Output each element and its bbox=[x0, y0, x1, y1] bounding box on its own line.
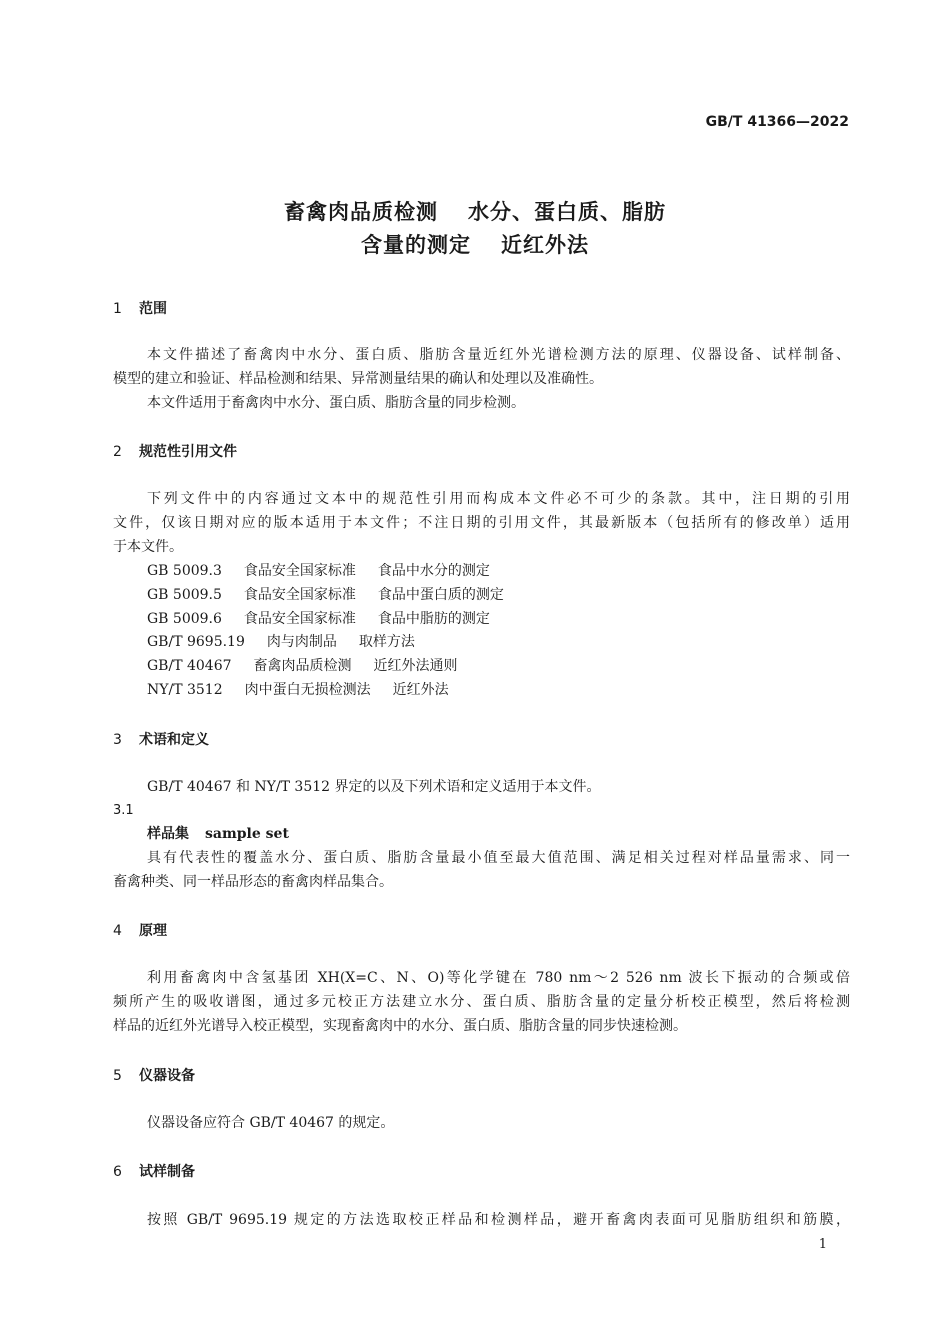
section-number: 5 bbox=[113, 1068, 122, 1084]
paragraph-line: 样品的近红外光谱导入校正模型，实现畜禽肉中的水分、蛋白质、脂肪含量的同步快速检测。 bbox=[113, 1018, 687, 1034]
section-number: 2 bbox=[113, 444, 122, 460]
reference-title: 食品中蛋白质的测定 bbox=[377, 587, 504, 603]
section-heading-principle bbox=[113, 920, 167, 940]
section-title: 规范性引用文件 bbox=[139, 444, 237, 460]
reference-item bbox=[147, 584, 504, 606]
reference-title: 近红外法通则 bbox=[373, 658, 458, 674]
section-title: 试样制备 bbox=[139, 1164, 195, 1180]
paragraph-line: 于本文件。 bbox=[113, 539, 183, 555]
reference-code: GB/T 40467 bbox=[147, 658, 232, 674]
page-number: 1 bbox=[818, 1237, 827, 1252]
paragraph-line: 文件，仅该日期对应的版本适用于本文件；不注日期的引用文件，其最新版本（包括所有的修改单）适用 bbox=[113, 515, 850, 531]
reference-item bbox=[147, 679, 449, 701]
reference-title: 取样方法 bbox=[358, 634, 415, 650]
section-heading-scope bbox=[113, 298, 167, 318]
reference-code: GB 5009.6 bbox=[147, 611, 222, 627]
reference-code: GB/T 9695.19 bbox=[147, 634, 245, 650]
section-heading-sample-preparation bbox=[113, 1161, 195, 1181]
section-heading-normative-references bbox=[113, 441, 237, 461]
reference-title: 食品中水分的测定 bbox=[377, 563, 490, 579]
reference-title: 肉中蛋白无损检测法 bbox=[244, 682, 371, 698]
reference-item bbox=[147, 560, 490, 582]
paragraph-line: 畜禽种类、同一样品形态的畜禽肉样品集合。 bbox=[113, 874, 393, 890]
title-part: 含量的测定 bbox=[361, 233, 471, 257]
section-heading-apparatus bbox=[113, 1065, 195, 1085]
section-title: 范围 bbox=[139, 301, 167, 317]
title-part: 水分、蛋白质、脂肪 bbox=[468, 200, 666, 224]
section-number: 3 bbox=[113, 732, 122, 748]
section-title: 原理 bbox=[139, 923, 167, 939]
reference-title: 肉与肉制品 bbox=[266, 634, 337, 650]
paragraph-line: 利用畜禽肉中含氢基团 XH(X=C、N、O)等化学键在 780 nm～2 526 nm 波长下振动的合频或倍 bbox=[147, 970, 850, 986]
reference-code: GB 5009.5 bbox=[147, 587, 222, 603]
term-english: sample set bbox=[205, 826, 289, 842]
reference-title: 食品中脂肪的测定 bbox=[377, 611, 490, 627]
term-number: 3.1 bbox=[113, 803, 134, 818]
section-number: 6 bbox=[113, 1164, 122, 1180]
term-heading bbox=[147, 823, 289, 845]
section-title: 术语和定义 bbox=[139, 732, 209, 748]
paragraph-line: 下列文件中的内容通过文本中的规范性引用而构成本文件必不可少的条款。其中，注日期的引用 bbox=[147, 491, 850, 507]
reference-item bbox=[147, 655, 458, 677]
term-chinese: 样品集 bbox=[147, 826, 189, 842]
reference-title: 食品安全国家标准 bbox=[243, 611, 356, 627]
paragraph-line: 按照 GB/T 9695.19 规定的方法选取校正样品和检测样品，避开畜禽肉表面可见脂肪组织和筋膜， bbox=[147, 1212, 850, 1228]
reference-title: 食品安全国家标准 bbox=[243, 563, 356, 579]
paragraph-line: 模型的建立和验证、样品检测和结果、异常测量结果的确认和处理以及准确性。 bbox=[113, 371, 603, 387]
reference-item bbox=[147, 608, 490, 630]
standard-code: GB/T 41366—2022 bbox=[705, 114, 849, 130]
document-title-line-2 bbox=[0, 229, 950, 259]
section-heading-terms-definitions bbox=[113, 729, 209, 749]
section-title: 仪器设备 bbox=[139, 1068, 195, 1084]
paragraph-line: 具有代表性的覆盖水分、蛋白质、脂肪含量最小值至最大值范围、满足相关过程对样品量需求、同一 bbox=[147, 850, 850, 866]
paragraph-line: 频所产生的吸收谱图，通过多元校正方法建立水分、蛋白质、脂肪含量的定量分析校正模型，然后将检测 bbox=[113, 994, 850, 1010]
reference-title: 食品安全国家标准 bbox=[243, 587, 356, 603]
reference-item bbox=[147, 631, 415, 653]
reference-code: NY/T 3512 bbox=[147, 682, 223, 698]
section-number: 4 bbox=[113, 923, 122, 939]
paragraph-line: 仪器设备应符合 GB/T 40467 的规定。 bbox=[147, 1115, 395, 1131]
paragraph-line: 本文件适用于畜禽肉中水分、蛋白质、脂肪含量的同步检测。 bbox=[147, 395, 525, 411]
document-title-line-1 bbox=[0, 196, 950, 226]
title-part: 近红外法 bbox=[501, 233, 589, 257]
section-number: 1 bbox=[113, 301, 122, 317]
paragraph-line: GB/T 40467 和 NY/T 3512 界定的以及下列术语和定义适用于本文件。 bbox=[147, 779, 601, 795]
reference-title: 畜禽肉品质检测 bbox=[253, 658, 352, 674]
title-part: 畜禽肉品质检测 bbox=[284, 200, 438, 224]
reference-code: GB 5009.3 bbox=[147, 563, 222, 579]
paragraph-line: 本文件描述了畜禽肉中水分、蛋白质、脂肪含量近红外光谱检测方法的原理、仪器设备、试样制备、 bbox=[147, 347, 850, 363]
reference-title: 近红外法 bbox=[392, 682, 449, 698]
